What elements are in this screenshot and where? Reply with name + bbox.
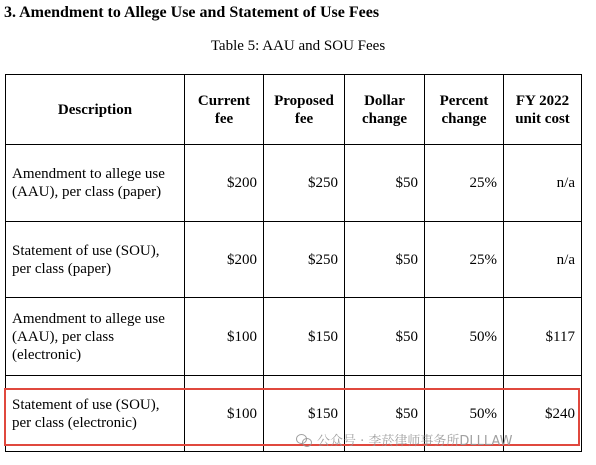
- header-percent-change: Percent change: [425, 75, 504, 145]
- wechat-icon: [296, 433, 312, 447]
- row-proposed-fee: $250: [264, 222, 345, 298]
- row-current-fee: $100: [185, 376, 264, 452]
- row-percent-change: 50%: [425, 298, 504, 376]
- header-proposed-fee: Proposed fee: [264, 75, 345, 145]
- row-unit-cost: n/a: [504, 222, 582, 298]
- table-caption: Table 5: AAU and SOU Fees: [210, 38, 386, 54]
- row-percent-change: 25%: [425, 222, 504, 298]
- header-current-fee: Current fee: [185, 75, 264, 145]
- row-current-fee: $200: [185, 145, 264, 222]
- row-dollar-change: $50: [345, 145, 425, 222]
- watermark-text: 公众号 · 李菸律师事务所DLLLAW: [317, 434, 513, 449]
- table-header-row: [6, 75, 582, 145]
- row-dollar-change: $50: [345, 376, 425, 452]
- row-percent-change: 25%: [425, 145, 504, 222]
- watermark: [296, 430, 512, 449]
- row-description: Amendment to allege use (AAU), per class (paper): [6, 145, 185, 222]
- row-description: Statement of use (SOU), per class (electronic): [6, 376, 185, 452]
- row-unit-cost: $240: [504, 376, 582, 452]
- row-proposed-fee: $250: [264, 145, 345, 222]
- row-dollar-change: $50: [345, 222, 425, 298]
- fees-table: [5, 74, 582, 452]
- row-description: Statement of use (SOU), per class (paper): [6, 222, 185, 298]
- row-dollar-change: $50: [345, 298, 425, 376]
- row-proposed-fee: $150: [264, 376, 345, 452]
- section-title: 3. Amendment to Allege Use and Statement of Use Fees: [4, 4, 380, 21]
- header-description: Description: [6, 75, 185, 145]
- row-unit-cost: n/a: [504, 145, 582, 222]
- table-row: [6, 145, 582, 222]
- header-unit-cost: FY 2022 unit cost: [504, 75, 582, 145]
- row-proposed-fee: $150: [264, 298, 345, 376]
- row-current-fee: $100: [185, 298, 264, 376]
- row-current-fee: $200: [185, 222, 264, 298]
- table-row: [6, 298, 582, 376]
- row-percent-change: 50%: [425, 376, 504, 452]
- table-row: [6, 222, 582, 298]
- row-description: Amendment to allege use (AAU), per class (electronic): [6, 298, 185, 376]
- row-unit-cost: $117: [504, 298, 582, 376]
- header-dollar-change: Dollar change: [345, 75, 425, 145]
